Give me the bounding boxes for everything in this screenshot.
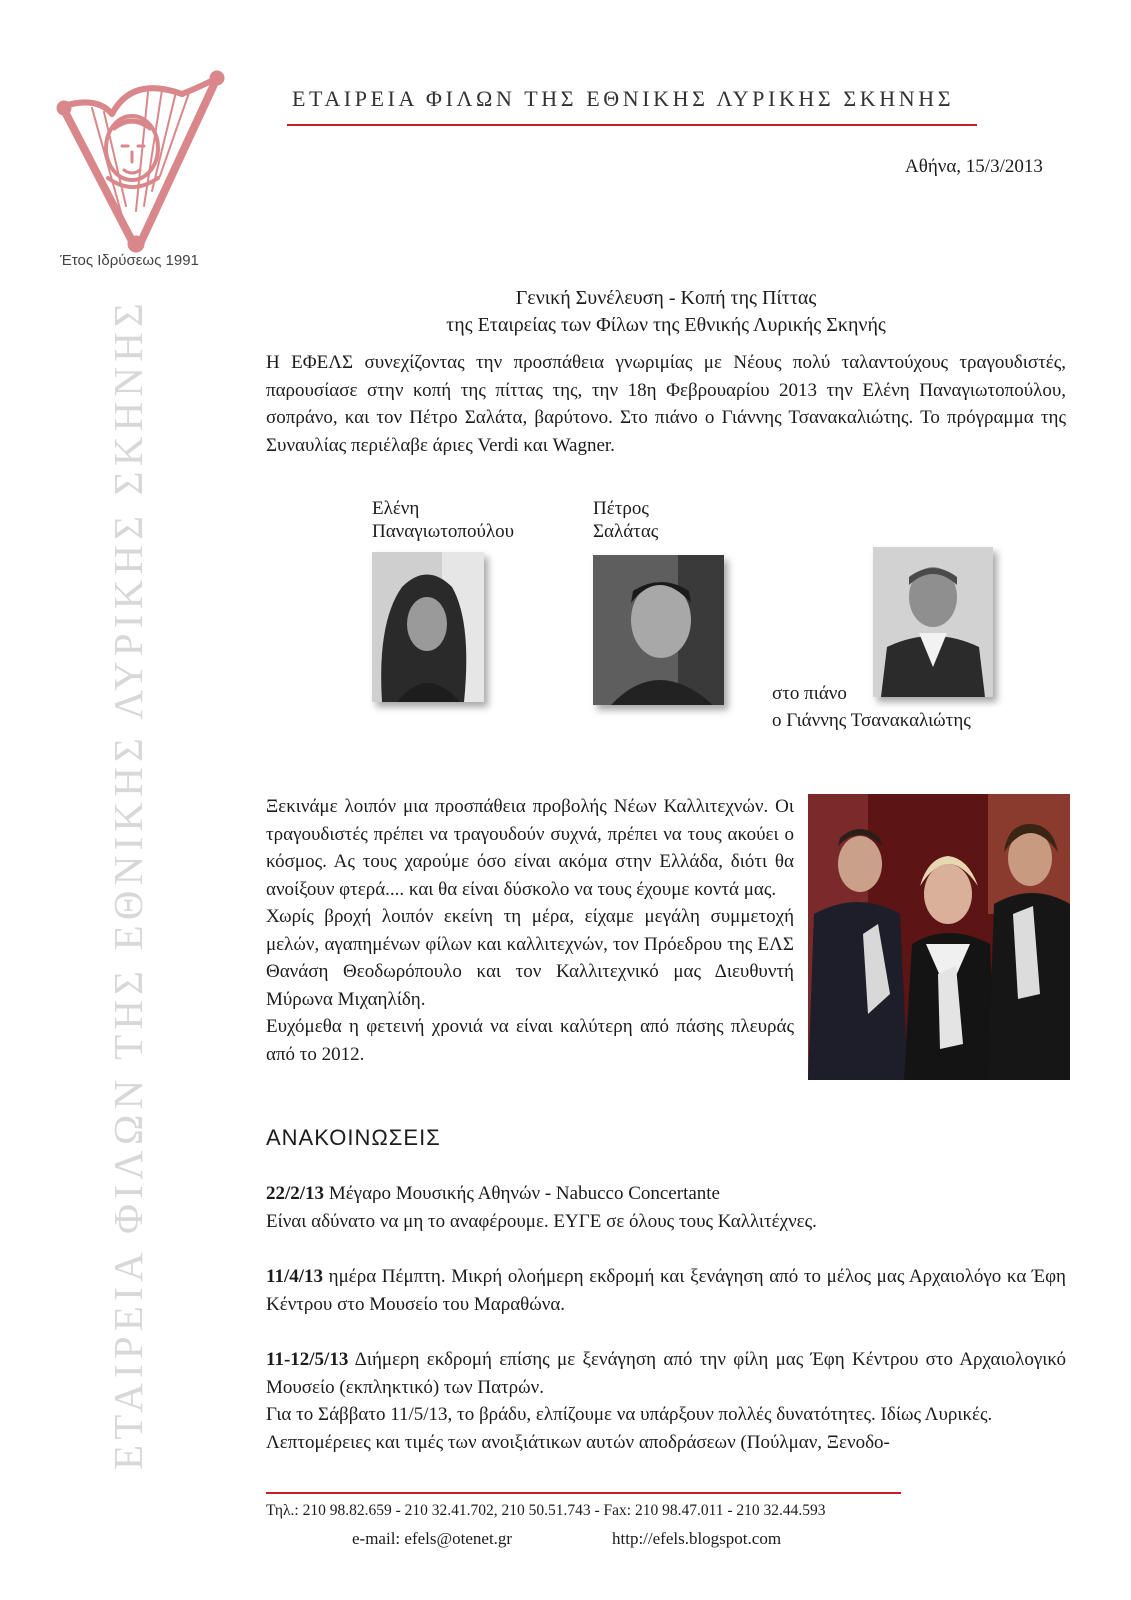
founding-year-label: Έτος Ιδρύσεως 1991 [60, 252, 199, 269]
announcement-2-text: ημέρα Πέμπτη. Μικρή ολοήμερη εκδρομή και ξενάγηση από το μέλος μας Αρχαιολόγο κα Έφη Κέντρου στο Μουσείο του Μαραθώνα. [266, 1266, 1066, 1315]
baritone-first-name: Πέτρος [593, 498, 649, 519]
title-line-2: της Εταιρείας των Φίλων της Εθνικής Λυρικής Σκηνής [446, 314, 886, 336]
society-name-header: ΕΤΑΙΡΕΙΑ ΦΙΛΩΝ ΤΗΣ ΕΘΝΙΚΗΣ ΛΥΡΙΚΗΣ ΣΚΗΝΗΣ [292, 86, 955, 111]
announcement-2 [266, 1263, 1066, 1318]
soprano-photo [372, 552, 484, 702]
vertical-society-name: ΕΤΑΙΡΕΙΑ ΦΙΛΩΝ ΤΗΣ ΕΘΝΙΚΗΣ ΛΥΡΙΚΗΣ ΣΚΗΝΗΣ [105, 297, 151, 1470]
pianist-caption [772, 682, 971, 732]
announcement-1-title: Μέγαρο Μουσικής Αθηνών - Nabucco Concertante [324, 1183, 720, 1204]
announcement-1-text: Είναι αδύνατο να μη το αναφέρουμε. ΕΥΓΕ σε όλους τους Καλλιτέχνες. [266, 1210, 817, 1232]
baritone-photo [593, 555, 724, 705]
header-divider [287, 124, 977, 126]
announcement-3-date: 11-12/5/13 [266, 1349, 349, 1370]
announcement-3-more: Για το Σάββατο 11/5/13, το βράδυ, ελπίζουμε να υπάρξουν πολλές δυνατότητες. Ιδίως Λυρικές. [266, 1404, 993, 1425]
story-paragraph-2: Χωρίς βροχή λοιπόν εκείνη τη μέρα, είχαμε μεγάλη συμμετοχή μελών, αγαπημένων φίλων και καλλιτεχνών, τον Πρόεδρου της ΕΛΣ Θανάση Θεοδωρόπουλο και τον Καλλιτεχνικό μας Διευθυντή Μύρωνα Μιχαηλίδη. [266, 906, 794, 1010]
story-paragraph-1: Ξεκινάμε λοιπόν μια προσπάθεια προβολής Νέων Καλλιτεχνών. Οι τραγουδιστές πρέπει να τραγουδούν συχνά, πρέπει να τους ακούει ο κόσμος. Ας τους χαρούμε όσο είναι ακόμα στην Ελλάδα, διότι θα ανοίξουν φτερά.... και θα είναι δύσκολο να τους έχουμε κοντά μας. [266, 796, 794, 900]
footer-divider [266, 1492, 901, 1494]
harp-logo-icon [52, 66, 232, 256]
intro-paragraph: Η ΕΦΕΛΣ συνεχίζοντας την προσπάθεια γνωριμίας με Νέους πολύ ταλαντούχους τραγουδιστές, παρουσίασε στην κοπή της πίττας της, την 18η Φεβρουαρίου 2013 την Ελένη Παναγιωτοπούλου, σοπράνο, και τον Πέτρο Σαλάτα, βαρύτονο. Στο πιάνο ο Γιάννης Τσανακαλιώτης. Το πρόγραμμα της Συναυλίας περιέλαβε άριες Verdi και Wagner. [266, 352, 1066, 456]
pianist-caption-line-2: ο Γιάννης Τσανακαλιώτης [772, 710, 971, 731]
title-line-1: Γενική Συνέλευση - Κοπή της Πίττας [515, 287, 817, 309]
announcement-2-date: 11/4/13 [266, 1266, 324, 1287]
group-photo [808, 794, 1070, 1080]
announcement-3-last-line: Λεπτομέρειες και τιμές των ανοιξιάτικων αυτών αποδράσεων (Πούλμαν, Ξενοδο- [266, 1431, 890, 1453]
pianist-caption-line-1: στο πιάνο [772, 683, 847, 704]
story-paragraphs [266, 793, 794, 1068]
announcement-3-text: Διήμερη εκδρομή επίσης με ξενάγηση από την φίλη μας Έφη Κέντρου στο Αρχαιολογικό Μουσείο (εκπληκτικό) των Πατρών. [266, 1349, 1066, 1398]
announcement-3 [266, 1346, 1066, 1456]
baritone-last-name: Σαλάτας [593, 521, 659, 542]
article-title [266, 285, 1066, 339]
pianist-photo [873, 547, 993, 697]
story-paragraph-3: Ευχόμεθα η φετεινή χρονιά να είναι καλύτερη από πάσης πλευράς από το 2012. [266, 1016, 794, 1065]
announcements-heading: ΑΝΑΚΟΙΝΩΣΕΙΣ [266, 1125, 441, 1150]
soprano-first-name: Ελένη [372, 498, 420, 519]
footer-email: e-mail: efels@otenet.gr [352, 1529, 513, 1548]
baritone-caption [593, 497, 658, 543]
announcement-1-date: 22/2/13 [266, 1183, 325, 1204]
announcement-1 [266, 1180, 1066, 1235]
soprano-caption [372, 497, 514, 543]
letter-date: Αθήνα, 15/3/2013 [905, 156, 1043, 177]
footer-phones: Τηλ.: 210 98.82.659 - 210 32.41.702, 210 50.51.743 - Fax: 210 98.47.011 - 210 32.44.593 [266, 1502, 826, 1519]
soprano-last-name: Παναγιωτοπούλου [372, 521, 514, 542]
footer-website: http://efels.blogspot.com [612, 1529, 782, 1548]
